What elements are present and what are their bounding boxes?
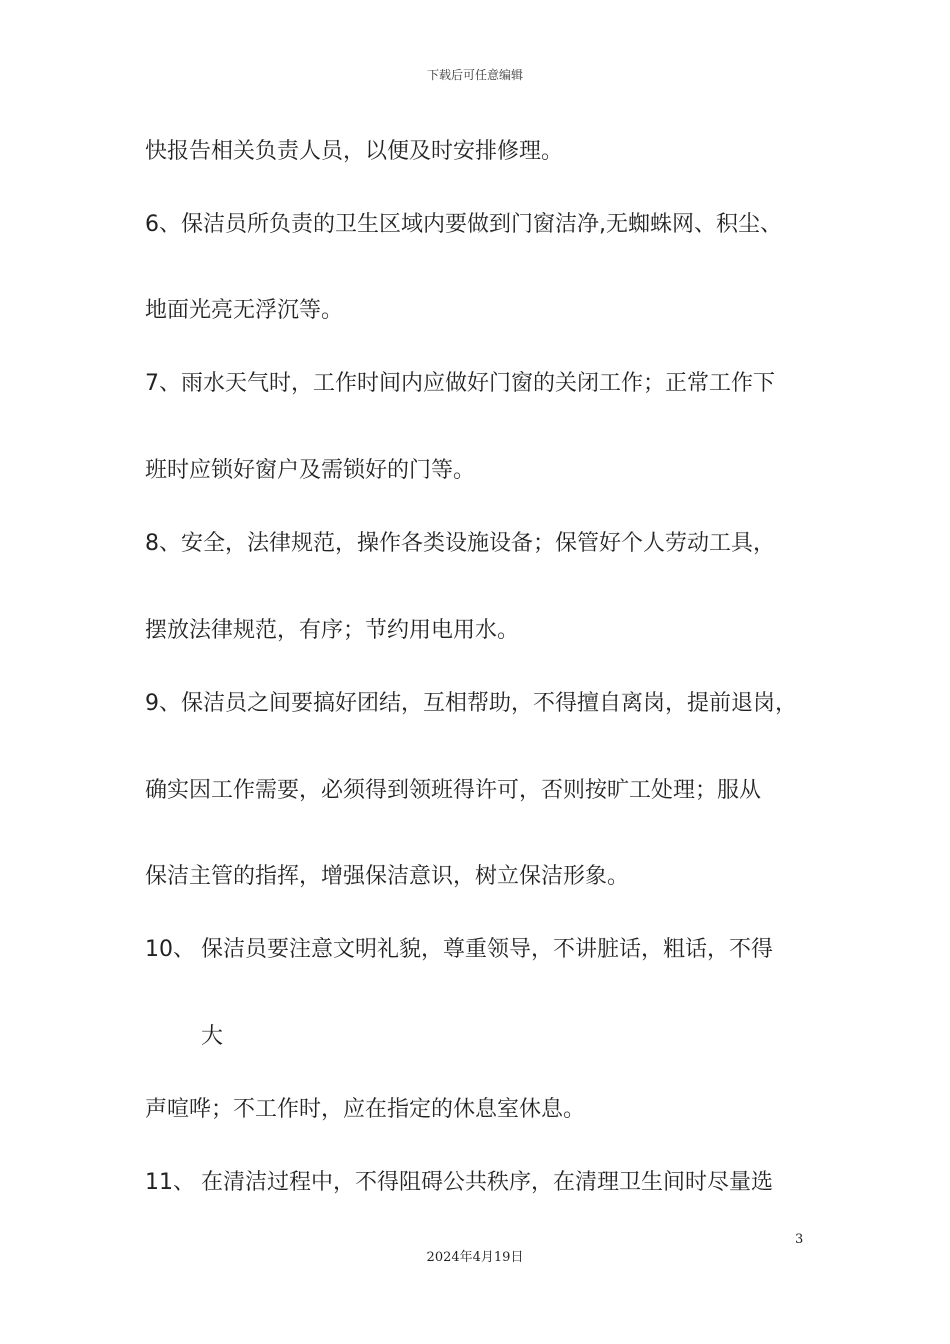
body-line: 保洁主管的指挥，增强保洁意识，树立保洁形象。	[145, 864, 630, 889]
body-line: 声喧哗；不工作时，应在指定的休息室休息。	[145, 1097, 586, 1122]
body-line: 7、雨水天气时，工作时间内应做好门窗的关闭工作；正常工作下	[145, 371, 775, 396]
list-item-number: 11、	[145, 1170, 195, 1195]
body-line: 确实因工作需要，必须得到领班得许可，否则按旷工处理；服从	[145, 778, 762, 803]
body-line: 8、安全，法律规范，操作各类设施设备；保管好个人劳动工具，	[145, 531, 775, 556]
body-line: 6、保洁员所负责的卫生区域内要做到门窗洁净,无蜘蛛网、积尘、	[145, 212, 782, 237]
page-header: 下载后可任意编辑	[426, 68, 523, 82]
page-number: 3	[795, 1232, 804, 1247]
list-item-text: 在清洁过程中，不得阻碍公共秩序，在清理卫生间时尽量选	[201, 1170, 774, 1195]
list-item-10	[145, 935, 773, 965]
list-item-text: 保洁员要注意文明礼貌，尊重领导，不讲脏话，粗话，不得	[201, 937, 774, 962]
body-line: 班时应锁好窗户及需锁好的门等。	[145, 458, 476, 483]
body-line: 9、保洁员之间要搞好团结，互相帮助，不得擅自离岗，提前退岗，	[145, 691, 797, 716]
body-line: 地面光亮无浮沉等。	[145, 298, 344, 323]
list-item-11	[145, 1168, 773, 1198]
body-line: 大	[201, 1024, 224, 1049]
list-item-number: 10、	[145, 937, 195, 962]
body-line: 快报告相关负责人员，以便及时安排修理。	[145, 139, 564, 164]
body-line: 摆放法律规范，有序；节约用电用水。	[145, 618, 520, 643]
footer-date: 2024年4月19日	[426, 1250, 524, 1265]
